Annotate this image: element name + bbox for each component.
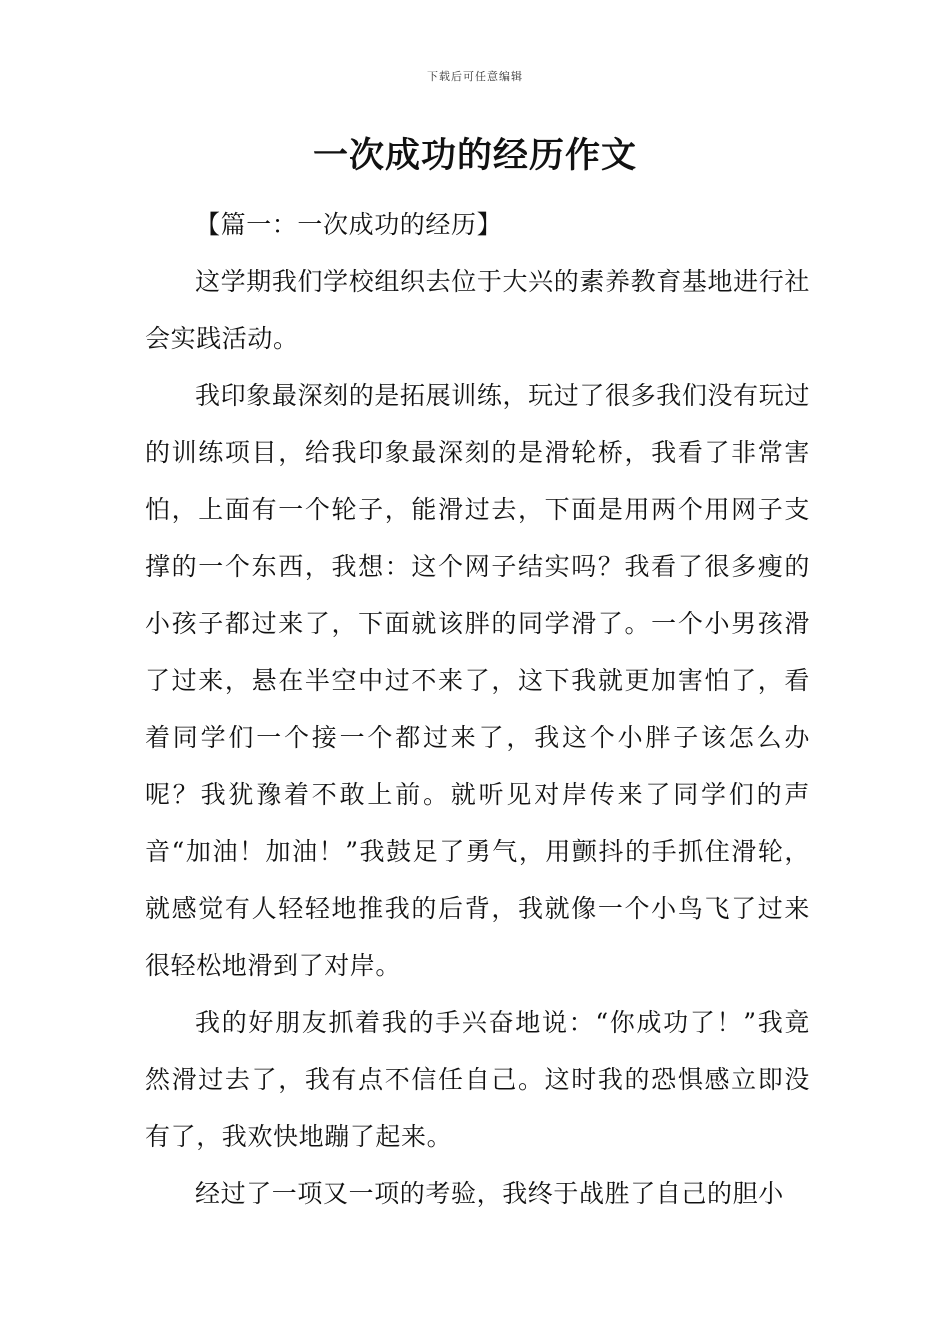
header-note: 下载后可任意编辑 xyxy=(427,70,523,83)
paragraph-1: 这学期我们学校组织去位于大兴的素养教育基地进行社会实践活动。 xyxy=(145,267,810,353)
document-title: 一次成功的经历作文 xyxy=(312,136,637,176)
paragraph-4: 经过了一项又一项的考验，我终于战胜了自己的胆小 xyxy=(195,1179,784,1208)
paragraph-2: 我印象最深刻的是拓展训练，玩过了很多我们没有玩过的训练项目，给我印象最深刻的是滑轮桥，我看了非常害怕，上面有一个轮子，能滑过去，下面是用两个用网子支撑的一个东西，我想：这个网子结实吗？我看了很多瘦的小孩子都过来了，下面就该胖的同学滑了。一个小男孩滑了过来，悬在半空中过不来了，这下我就更加害怕了，看着同学们一个接一个都过来了，我这个小胖子该怎么办呢？我犹豫着不敢上前。就听见对岸传来了同学们的声音“加油！加油！”我鼓足了勇气，用颤抖的手抓住滑轮，就感觉有人轻轻地推我的后背，我就像一个小鸟飞了过来很轻松地滑到了对岸。 xyxy=(145,381,810,980)
document-body xyxy=(145,196,810,1222)
section-heading: 【篇一：一次成功的经历】 xyxy=(195,210,503,239)
paragraph-3: 我的好朋友抓着我的手兴奋地说：“你成功了！”我竟然滑过去了，我有点不信任自己。这时我的恐惧感立即没有了，我欢快地蹦了起来。 xyxy=(145,1008,810,1151)
